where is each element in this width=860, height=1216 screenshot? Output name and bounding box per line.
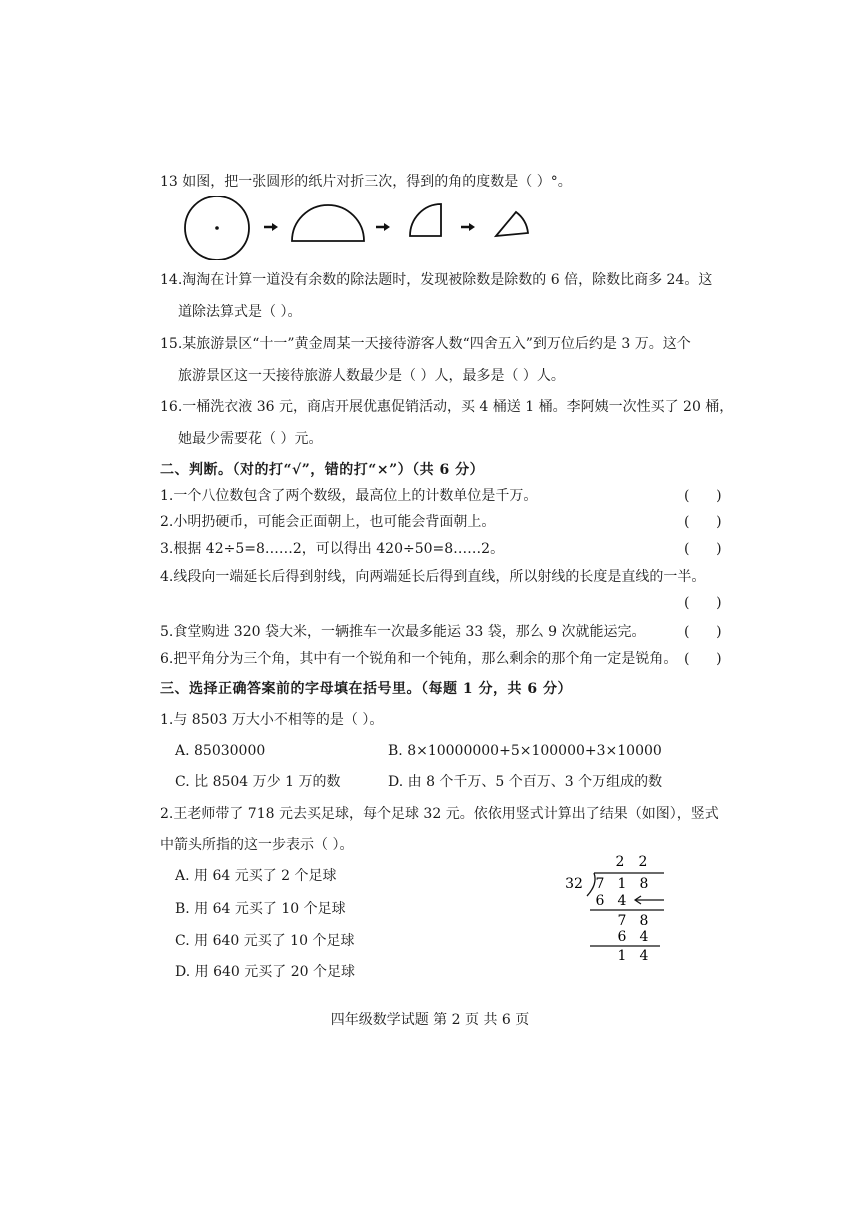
dividend-digit-1: 7 bbox=[595, 876, 605, 892]
section3-heading: 三、选择正确答案前的字母填在括号里。（每题 1 分，共 6 分） bbox=[160, 681, 572, 697]
choice-q2-line1: 2.王老师带了 718 元去买足球，每个足球 32 元。依依用竖式计算出了结果（如图），竖式 bbox=[160, 806, 719, 822]
q16-line1: 16.一桶洗衣液 36 元，商店开展优惠促销活动，买 4 桶送 1 桶。李阿姨一次性买了 20 桶， bbox=[160, 399, 734, 415]
step1-digit-2: 4 bbox=[617, 893, 627, 909]
judge-paren-6: ( ) bbox=[684, 651, 722, 667]
divisor: 32 bbox=[565, 876, 583, 892]
judge-item-6: 6.把平角分为三个角，其中有一个锐角和一个钝角，那么剩余的那个角一定是锐角。 bbox=[160, 651, 678, 667]
choice-q2-option-c: C. 用 640 元买了 10 个足球 bbox=[175, 933, 355, 949]
q13-text: 13 如图，把一张圆形的纸片对折三次，得到的角的度数是（ ）°。 bbox=[160, 174, 572, 190]
judge-paren-2: ( ) bbox=[684, 514, 722, 530]
half-circle bbox=[292, 205, 364, 241]
step1-digit-1: 6 bbox=[595, 893, 605, 909]
judge-item-2: 2.小明扔硬币，可能会正面朝上，也可能会背面朝上。 bbox=[160, 514, 496, 530]
long-division-figure bbox=[560, 850, 680, 962]
judge-paren-4: ( ) bbox=[684, 595, 722, 611]
q15-line1: 15.某旅游景区“十一”黄金周某一天接待游客人数“四舍五入”到万位后约是 3 万。这个 bbox=[160, 336, 691, 352]
dividend-digit-3: 8 bbox=[639, 876, 649, 892]
step2-digit-1: 6 bbox=[617, 929, 627, 945]
quotient-digit-2: 2 bbox=[638, 854, 648, 870]
choice-q2-line2: 中箭头所指的这一步表示（ ）。 bbox=[160, 837, 354, 853]
judge-paren-5: ( ) bbox=[684, 624, 722, 640]
q16-line2: 她最少需要花（ ）元。 bbox=[178, 431, 323, 447]
judge-paren-3: ( ) bbox=[684, 541, 722, 557]
right-arrow-icon bbox=[461, 223, 475, 231]
quarter-circle bbox=[410, 204, 441, 236]
remainder1-digit-2: 8 bbox=[639, 913, 649, 929]
page-footer: 四年级数学试题 第 2 页 共 6 页 bbox=[330, 1012, 530, 1028]
judge-paren-1: ( ) bbox=[684, 488, 722, 504]
judge-item-5: 5.食堂购进 320 袋大米，一辆推车一次最多能运 33 袋，那么 9 次就能运完。 bbox=[160, 624, 646, 640]
choice-q1-option-c: C. 比 8504 万少 1 万的数 bbox=[175, 774, 341, 790]
right-arrow-icon bbox=[264, 223, 278, 231]
choice-q1-option-a: A. 85030000 bbox=[175, 743, 266, 759]
choice-q2-option-d: D. 用 640 元买了 20 个足球 bbox=[175, 964, 355, 980]
judge-item-3: 3.根据 42÷5=8……2，可以得出 420÷50=8……2。 bbox=[160, 541, 505, 557]
right-arrow-icon bbox=[376, 223, 390, 231]
eighth-circle bbox=[496, 212, 528, 236]
choice-q1-option-b: B. 8×10000000+5×100000+3×10000 bbox=[388, 743, 662, 759]
division-bracket bbox=[587, 873, 595, 896]
q14-line1: 14.淘淘在计算一道没有余数的除法题时，发现被除数是除数的 6 倍，除数比商多 24。这 bbox=[160, 272, 713, 288]
folding-figure bbox=[180, 196, 540, 260]
quotient-digit-1: 2 bbox=[615, 854, 625, 870]
remainder2-digit-2: 4 bbox=[639, 948, 649, 962]
judge-item-1: 1.一个八位数包含了两个数级，最高位上的计数单位是千万。 bbox=[160, 488, 538, 504]
judge-item-4: 4.线段向一端延长后得到射线，向两端延长后得到直线，所以射线的长度是直线的一半。 bbox=[160, 569, 706, 585]
section2-heading: 二、判断。（对的打“√”，错的打“×”）（共 6 分） bbox=[160, 462, 485, 478]
circle-center-dot bbox=[215, 226, 219, 230]
dividend-digit-2: 1 bbox=[617, 876, 627, 892]
remainder2-digit-1: 1 bbox=[617, 948, 627, 962]
choice-q1-option-d: D. 由 8 个千万、5 个百万、3 个万组成的数 bbox=[388, 774, 663, 790]
choice-q1-stem: 1.与 8503 万大小不相等的是（ ）。 bbox=[160, 712, 384, 728]
choice-q2-option-b: B. 用 64 元买了 10 个足球 bbox=[175, 901, 346, 917]
q15-line2: 旅游景区这一天接待旅游人数最少是（ ）人，最多是（ ）人。 bbox=[178, 368, 565, 384]
step2-digit-2: 4 bbox=[639, 929, 649, 945]
q14-line2: 道除法算式是（ ）。 bbox=[178, 304, 302, 320]
remainder1-digit-1: 7 bbox=[617, 913, 627, 929]
left-arrow-icon bbox=[635, 896, 664, 904]
choice-q2-option-a: A. 用 64 元买了 2 个足球 bbox=[175, 868, 337, 884]
